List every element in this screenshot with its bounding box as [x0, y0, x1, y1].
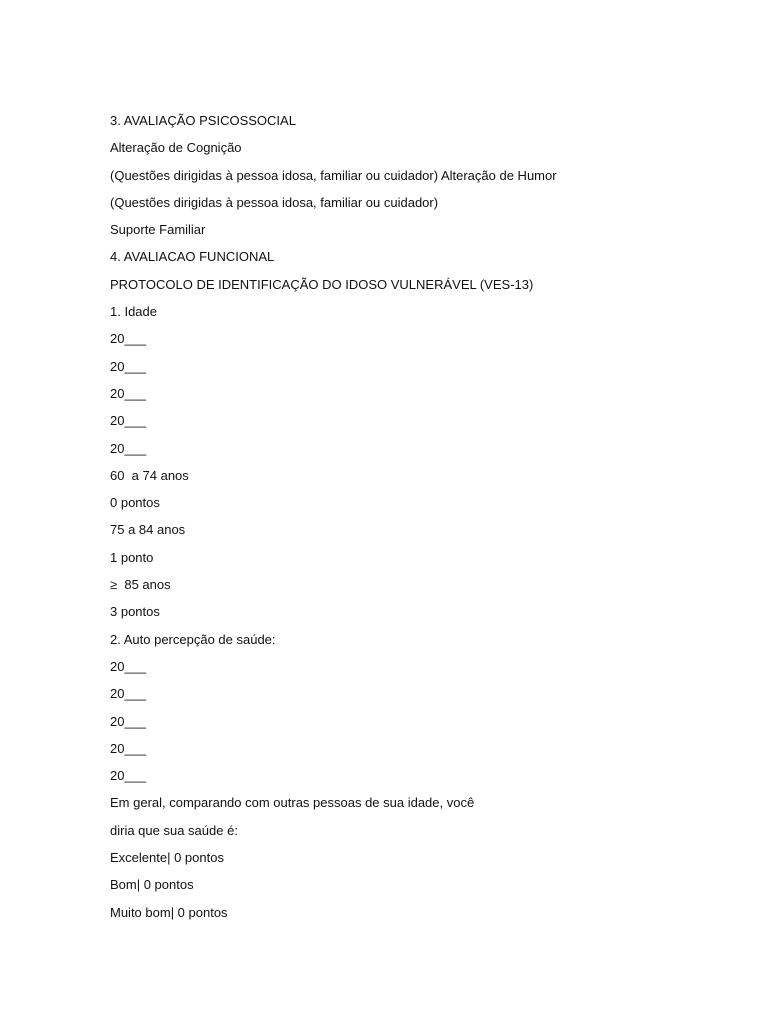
- protocol-title: PROTOCOLO DE IDENTIFICAÇÃO DO IDOSO VULNERÁVEL (VES-13): [110, 276, 534, 292]
- text-line: (Questões dirigidas à pessoa idosa, familiar ou cuidador) Alteração de Humor: [110, 167, 557, 183]
- question-text: diria que sua saúde é:: [110, 822, 238, 838]
- year-blank: 20___: [110, 686, 147, 702]
- text-line: (Questões dirigidas à pessoa idosa, familiar ou cuidador): [110, 194, 439, 210]
- score-text: 1 ponto: [110, 549, 154, 565]
- age-range-option: 75 a 84 anos: [110, 522, 186, 538]
- section-heading-funcional: 4. AVALIACAO FUNCIONAL: [110, 249, 275, 265]
- score-text: 0 pontos: [110, 495, 160, 511]
- question-auto-percepcao: 2. Auto percepção de saúde:: [110, 631, 276, 647]
- answer-option: Muito bom| 0 pontos: [110, 904, 228, 920]
- document-text-body: [110, 112, 557, 931]
- year-blank: 20___: [110, 385, 147, 401]
- year-blank: 20___: [110, 331, 147, 347]
- text-line: Alteração de Cognição: [110, 140, 242, 156]
- question-idade: 1. Idade: [110, 304, 157, 320]
- section-heading-psicossocial: 3. AVALIAÇÃO PSICOSSOCIAL: [110, 113, 296, 128]
- year-blank: 20___: [110, 768, 147, 784]
- year-blank: 20___: [110, 413, 147, 429]
- year-blank: 20___: [110, 440, 147, 456]
- year-blank: 20___: [110, 658, 147, 674]
- year-blank: 20___: [110, 713, 147, 729]
- answer-option: Bom| 0 pontos: [110, 877, 194, 893]
- year-blank: 20___: [110, 740, 147, 756]
- text-line: Suporte Familiar: [110, 222, 206, 238]
- age-range-option: 60 a 74 anos: [110, 467, 189, 483]
- age-range-option: ≥ 85 anos: [110, 577, 171, 593]
- question-text: Em geral, comparando com outras pessoas de sua idade, você: [110, 795, 475, 811]
- score-text: 3 pontos: [110, 604, 160, 620]
- year-blank: 20___: [110, 358, 147, 374]
- answer-option: Excelente| 0 pontos: [110, 850, 224, 866]
